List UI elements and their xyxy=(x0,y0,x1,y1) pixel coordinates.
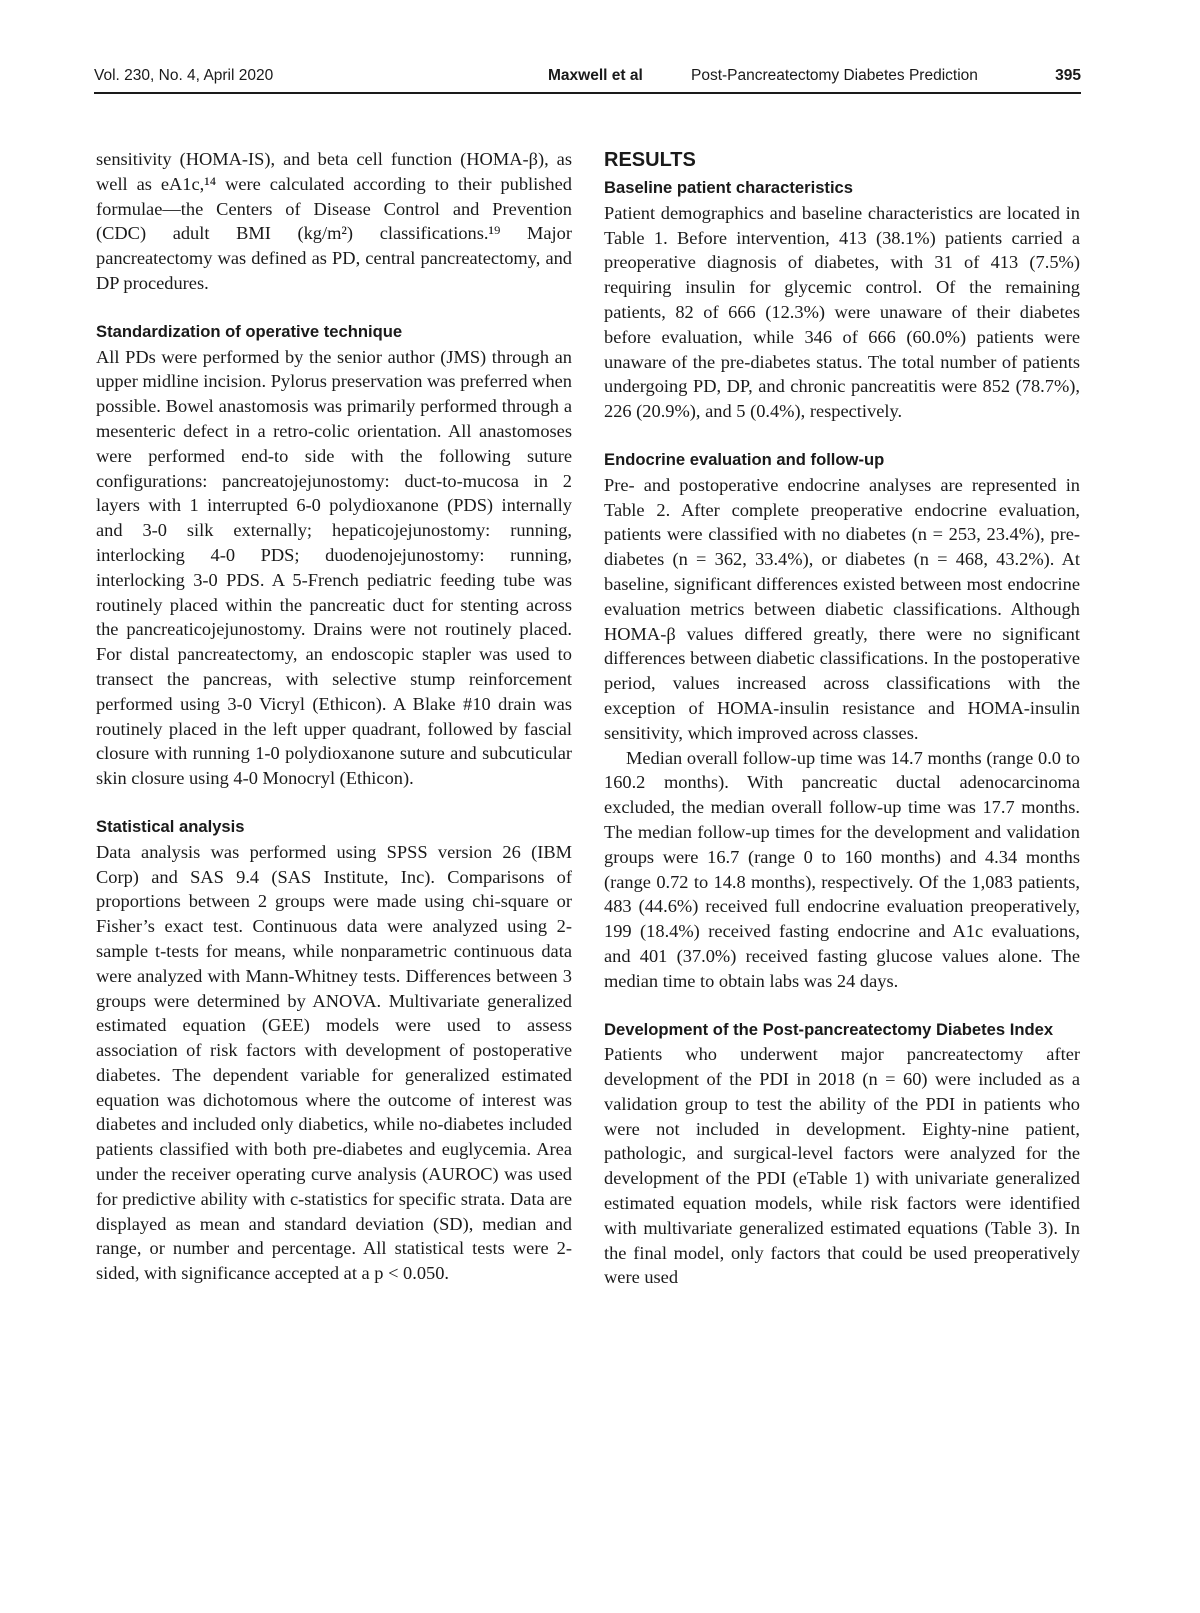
statistical-analysis-heading: Statistical analysis xyxy=(96,816,245,836)
endocrine-evaluation-paragraph: Pre- and postoperative endocrine analyses are represented in Table 2. After complete preoperative endocrine evaluation, patients were classified with no diabetes (n = 253, 23.4%), pre-diabetes (n = 362, 33.4%), or diabetes (n = 468, 43.2%). At baseline, significant differences existed between most endocrine evaluation metrics between diabetic classifications. Although HOMA-β values differed greatly, there were no significant differences between diabetic classifications. In the postoperative period, values increased across classifications with the exception of HOMA-insulin resistance and HOMA-insulin sensitivity, which improved across classes. xyxy=(604,474,1080,743)
operative-technique-heading: Standardization of operative technique xyxy=(96,321,403,341)
pdi-development-heading: Development of the Post-pancreatectomy Diabetes Index xyxy=(604,1019,1054,1039)
results-section-title: RESULTS xyxy=(604,149,696,171)
baseline-characteristics-paragraph: Patient demographics and baseline characteristics are located in Table 1. Before intervention, 413 (38.1%) patients carried a preoperative diagnosis of diabetes, with 31 of 413 (7.5%) requiring insulin for glycemic control. Of the remaining patients, 82 of 666 (12.3%) were unaware of their diabetes before evaluation, while 346 of 666 (60.0%) patients were unaware of the pre-diabetes status. The total number of patients undergoing PD, DP, and chronic pancreatitis were 852 (78.7%), 226 (20.9%), and 5 (0.4%), respectively. xyxy=(604,202,1080,422)
right-column xyxy=(604,147,1080,1290)
running-authors: Maxwell et al xyxy=(548,67,643,84)
intro-paragraph: sensitivity (HOMA-IS), and beta cell function (HOMA-β), as well as eA1c,¹⁴ were calculated according to their published formulae—the Centers of Disease Control and Prevention (CDC) adult BMI (kg/m²) classifications.¹⁹ Major pancreatectomy was defined as PD, central pancreatectomy, and DP procedures. xyxy=(96,149,572,293)
page-number: 395 xyxy=(1055,67,1081,84)
page-header xyxy=(94,64,1081,94)
baseline-characteristics-heading: Baseline patient characteristics xyxy=(604,178,854,197)
journal-info: Vol. 230, No. 4, April 2020 xyxy=(94,67,274,84)
follow-up-paragraph: Median overall follow-up time was 14.7 months (range 0.0 to 160.2 months). With pancreatic ductal adenocarcinoma excluded, the median overall follow-up time was 17.7 months. The median follow-up times for the development and validation groups were 16.7 (range 0 to 160 months) and 4.34 months (range 0.72 to 14.8 months), respectively. Of the 1,083 patients, 483 (44.6%) received full endocrine evaluation preoperatively, 199 (18.4%) received fasting endocrine and A1c evaluations, and 401 (37.0%) received fasting glucose values alone. The median time to obtain labs was 24 days. xyxy=(604,747,1080,991)
running-title: Post-Pancreatectomy Diabetes Prediction xyxy=(691,67,978,84)
left-column xyxy=(96,147,572,1286)
pdi-development-paragraph: Patients who underwent major pancreatectomy after development of the PDI in 2018 (n = 60) were included as a validation group to test the ability of the PDI in patients who were not included in development. Eighty-nine patient, pathologic, and surgical-level factors were analyzed for the development of the PDI (eTable 1) with univariate generalized estimated equation models, while risk factors were identified with multivariate generalized estimated equations (Table 3). In the final model, only factors that could be used preoperatively were used xyxy=(604,1044,1080,1288)
statistical-analysis-paragraph: Data analysis was performed using SPSS version 26 (IBM Corp) and SAS 9.4 (SAS Institute, Inc). Comparisons of proportions between 2 groups were made using chi-square or Fisher’s exact test. Continuous data were analyzed using 2-sample t-tests for means, while nonparametric continuous data were analyzed with Mann-Whitney tests. Differences between 3 groups were determined by ANOVA. Multivariate generalized estimated equation (GEE) models were used to assess association of risk factors with development of postoperative diabetes. The dependent variable for generalized estimated equation was dichotomous where the outcome of interest was diabetes and included only diabetics, while no-diabetes included patients classified with both pre-diabetes and euglycemia. Area under the receiver operating curve analysis (AUROC) was used for predictive ability with c-statistics for specific strata. Data are displayed as mean and standard deviation (SD), median and range, or number and percentage. All statistical tests were 2-sided, with significance accepted at a p < 0.050. xyxy=(96,841,572,1284)
endocrine-evaluation-heading: Endocrine evaluation and follow-up xyxy=(604,449,885,469)
operative-technique-paragraph: All PDs were performed by the senior author (JMS) through an upper midline incision. Pylorus preservation was preferred when possible. Bowel anastomosis was primarily performed through a mesenteric defect in a retro-colic orientation. All anastomoses were performed end-to side with the following suture configurations: pancreatojejunostomy: duct-to-mucosa in 2 layers with 1 interrupted 6-0 polydioxanone (PDS) internally and 3-0 silk externally; hepaticojejunostomy: running, interlocking 4-0 PDS; duodenojejunostomy: running, interlocking 3-0 PDS. A 5-French pediatric feeding tube was routinely placed within the pancreatic duct for stenting across the pancreaticojejunostomy. Drains were not routinely placed. For distal pancreatectomy, an endoscopic stapler was used to transect the pancreas, with selective stump reinforcement performed using 3-0 Vicryl (Ethicon). A Blake #10 drain was routinely placed in the left upper quadrant, followed by fascial closure with running 1-0 polydioxanone suture and subcuticular skin closure using 4-0 Monocryl (Ethicon). xyxy=(96,346,572,789)
